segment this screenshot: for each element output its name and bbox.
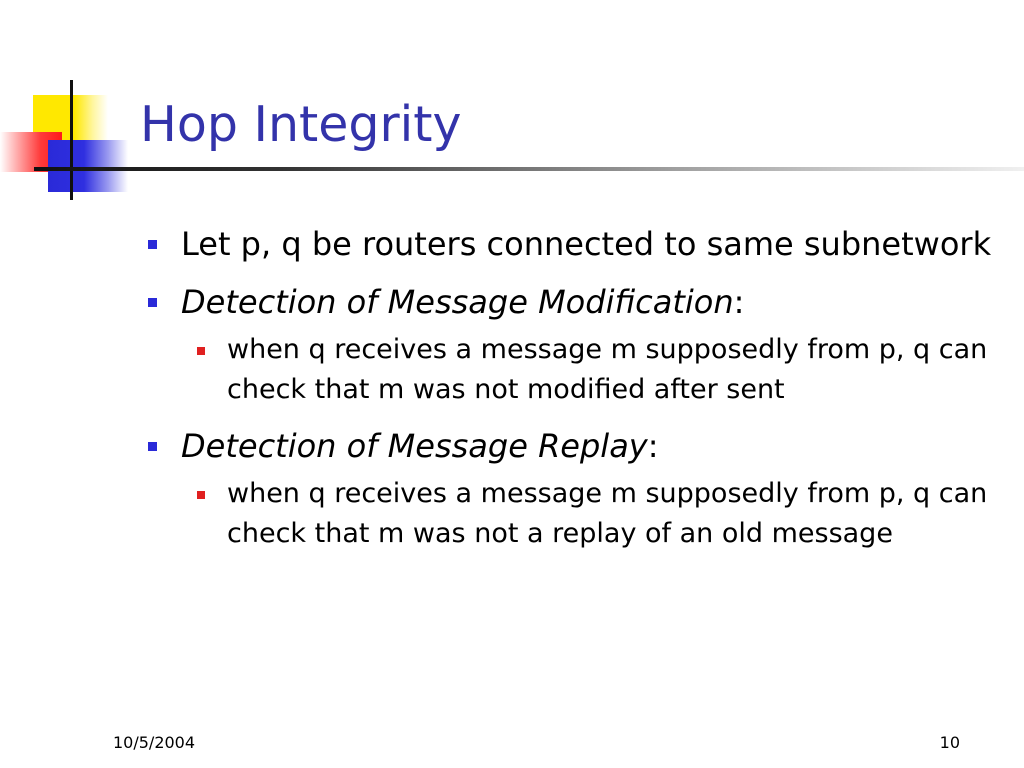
decorative-logo — [0, 0, 140, 210]
sub-bullet-text: when q receives a message m supposedly from p, q can check that m was not a replay of an old message — [227, 478, 988, 549]
footer-date: 10/5/2004 — [113, 733, 196, 752]
logo-vertical-line — [70, 80, 73, 200]
sub-bullet-item — [191, 330, 995, 410]
page-number: 10 — [939, 733, 960, 752]
bullet-square-icon — [148, 298, 157, 307]
sub-bullet-text: when q receives a message m supposedly from p, q can check that m was not modified after sent — [227, 334, 988, 405]
bullet-heading-italic: Detection of Message Modification — [181, 283, 734, 321]
bullet-colon: : — [647, 427, 659, 465]
sub-bullet-square-icon — [197, 347, 205, 355]
logo-blue-square — [48, 140, 128, 192]
bullet-item — [145, 278, 995, 326]
bullet-item — [145, 220, 995, 268]
title-divider — [34, 167, 1024, 171]
bullet-text: Let p, q be routers connected to same subnetwork — [181, 225, 992, 263]
bullet-item — [145, 422, 995, 470]
bullet-colon: : — [733, 283, 745, 321]
bullet-heading-italic: Detection of Message Replay — [181, 427, 648, 465]
slide-title: Hop Integrity — [140, 96, 462, 153]
sub-bullet-item — [191, 474, 995, 554]
sub-bullet-square-icon — [197, 491, 205, 499]
bullet-square-icon — [148, 240, 157, 249]
bullet-square-icon — [148, 442, 157, 451]
slide-content — [145, 220, 995, 566]
